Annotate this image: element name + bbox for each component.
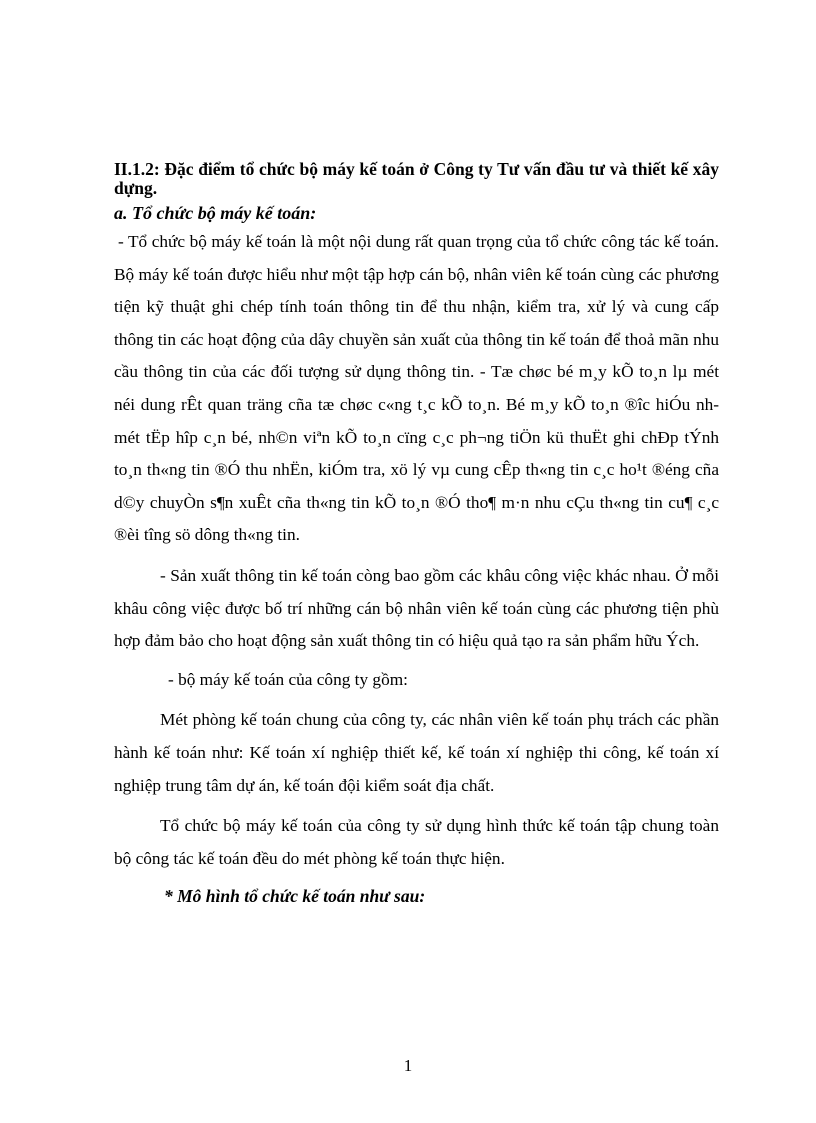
page-number: 1 — [403, 1056, 413, 1075]
document-body — [114, 160, 719, 911]
paragraph-1: - Tổ chức bộ máy kế toán là một nội dung rất quan trọng của tổ chức công tác kế toán. Bộ máy kế toán được hiểu như một tập hợp cán bộ, nhân viên kế toán cùng các phương tiện kỹ thuật ghi chép tính toán thông tin để thu nhận, kiểm tra, xử lý và cung cấp thông tin các hoạt động của dây chuyền sản xuất của thông tin kế toán để thoả mãn nhu cầu thông tin của các đối tượng sử dụng thông tin. - Tæ chøc bé m¸y kÕ to¸n lµ mét néi dung rÊt quan träng cña tæ chøc c«ng t¸c kÕ to¸n. Bé m¸y kÕ to¸n ®îc hiÓu nh mét tËp hîp c¸n bé, nh©n viªn kÕ to¸n cïng c¸c ph¬ng tiÖn kü thuËt ghi chÐp tÝnh to¸n th«ng tin ®Ó thu nhËn, kiÓm tra, xö lý vµ cung cÊp th«ng tin c¸c ho¹t ®éng cña d©y chuyÒn s¶n xuÊt cña th«ng tin kÕ to¸n ®Ó tho¶ m·n nhu cÇu th«ng tin cu¶ c¸c ®èi tîng sö dông th«ng tin. — [114, 232, 719, 545]
paragraph-5: Tổ chức bộ máy kế toán của công ty sử dụng hình thức kế toán tập chung toàn bộ công tác kế toán đều do mét phòng kế toán thực hiện. — [114, 816, 719, 868]
section-heading: II.1.2: Đặc điểm tổ chức bộ máy kế toán ở Công ty Tư vấn đầu tư và thiết kế xây dựng. — [114, 159, 719, 198]
paragraph-4: Mét phòng kế toán chung của công ty, các nhân viên kế toán phụ trách các phần hành kế toán như: Kế toán xí nghiệp thiết kế, kế toán xí nghiệp thi công, kế toán xí nghiệp trung tâm dự án, kế toán đội kiểm soát địa chất. — [114, 710, 719, 795]
model-title: * Mô hình tổ chức kế toán như sau: — [164, 886, 426, 907]
paragraph-2: - Sản xuất thông tin kế toán còng bao gồm các khâu công việc khác nhau. Ở mỗi khâu công việc được bố trí những cán bộ nhân viên kế toán cùng các phương tiện phù hợp đảm bảo cho hoạt động sản xuất thông tin có hiệu quả tạo ra sản phẩm hữu Ých. — [114, 565, 719, 651]
section-subheading: a. Tổ chức bộ máy kế toán: — [114, 203, 317, 223]
paragraph-3: - bộ máy kế toán của công ty gồm: — [168, 669, 408, 689]
